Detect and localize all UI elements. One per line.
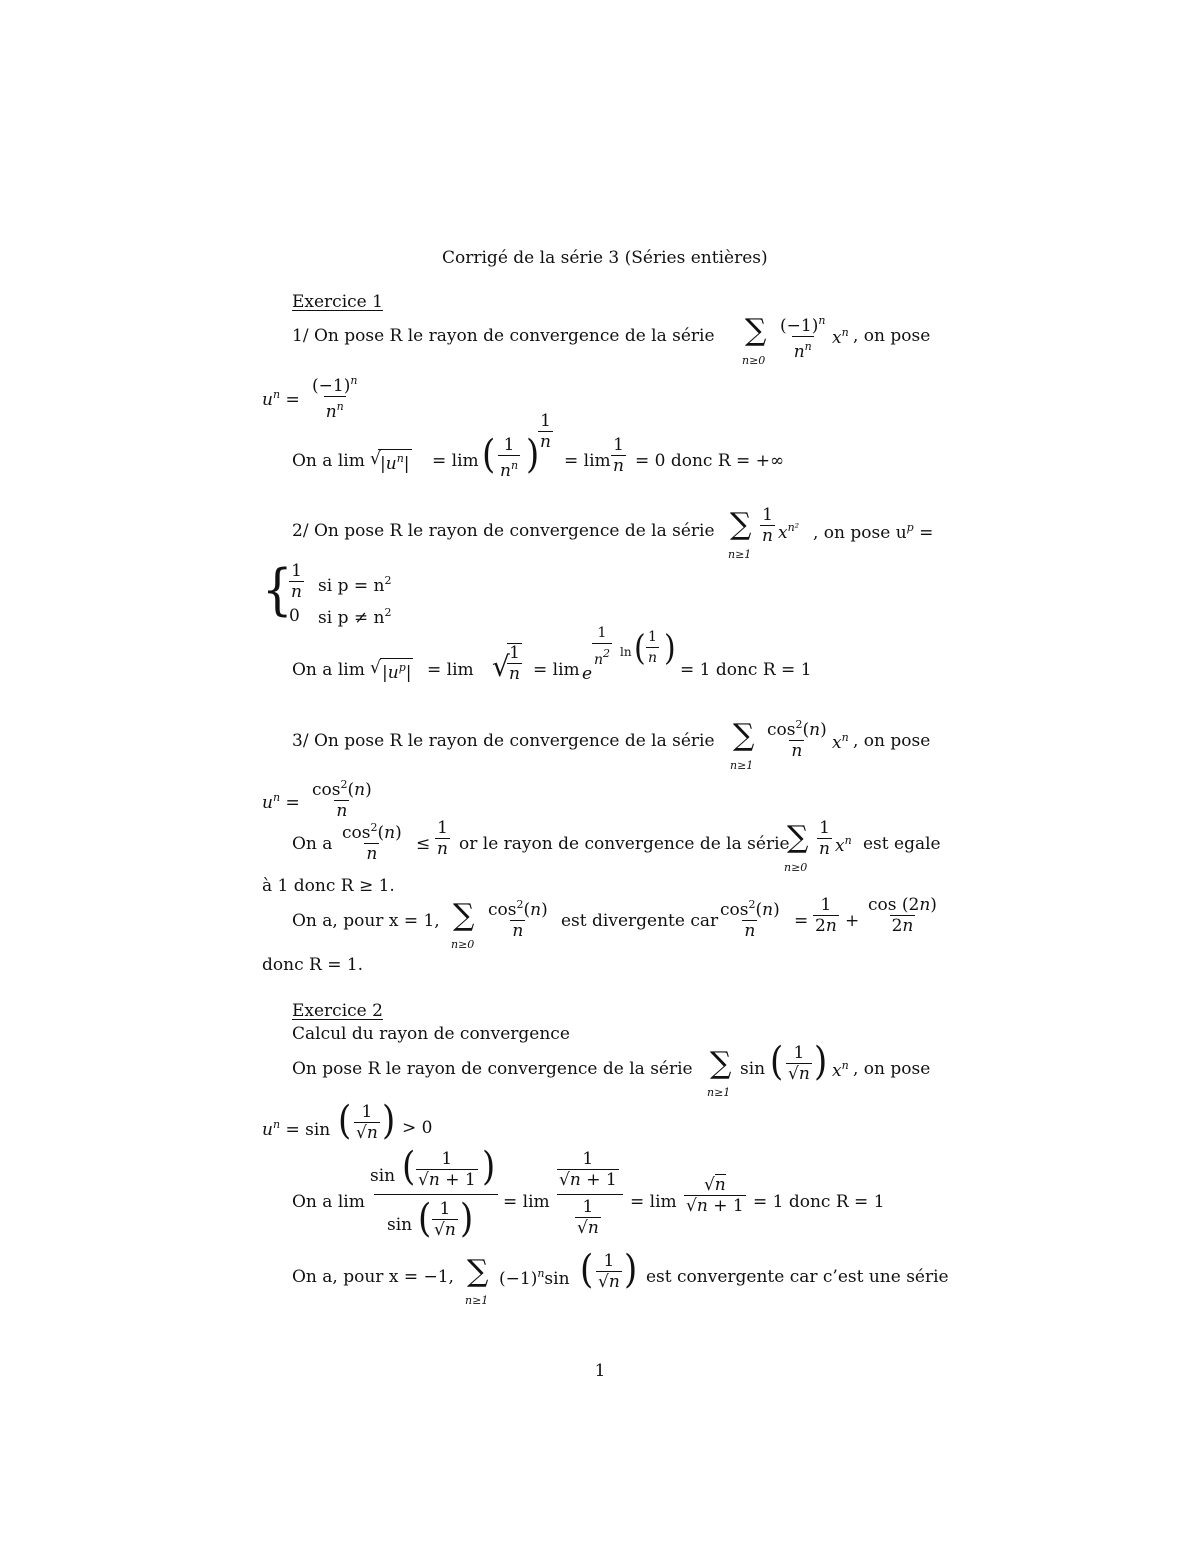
case-1-text: si p = n xyxy=(318,576,385,596)
q1-limit-text: On a lim xyxy=(292,451,365,471)
paren-right: ) xyxy=(460,1196,474,1242)
fraction: $\frac{1}{n^n}$ xyxy=(500,435,519,481)
x-power: $x^n$ xyxy=(835,834,852,856)
sin: sin xyxy=(387,1215,413,1235)
page-title: Corrigé de la série 3 (Séries entières) xyxy=(442,248,768,268)
paren-right: ) xyxy=(382,1098,396,1144)
q2-intro: 2/ On pose R le rayon de convergence de la série xyxy=(292,521,715,541)
equals: = xyxy=(794,911,809,931)
case-2-text: si p ≠ n xyxy=(318,608,385,628)
q2-limit-result: = 1 donc R = 1 xyxy=(680,660,812,680)
sum-index: n≥0 xyxy=(784,861,808,874)
q3-div-text: On a, pour x = 1, xyxy=(292,911,440,931)
q3-bound-mid: or le rayon de convergence de la série xyxy=(459,834,790,854)
fraction: $\frac{1}{√n + 1}$ xyxy=(418,1149,476,1190)
paren-left: ( xyxy=(338,1098,352,1144)
q3-intro: 3/ On pose R le rayon de convergence de la série xyxy=(292,731,715,751)
paren-left: ( xyxy=(482,432,496,478)
sum-index: n≥1 xyxy=(465,1294,489,1307)
q1-limit-result: = 0 donc R = +∞ xyxy=(635,451,785,471)
x-power: $x^n$ xyxy=(832,1059,849,1081)
fraction: $\frac{1}{n}$ xyxy=(291,561,302,602)
q3-bound-text: On a xyxy=(292,834,333,854)
q3-bound-cont: à 1 donc R ≥ 1. xyxy=(262,876,395,896)
sum-symbol: ∑ xyxy=(453,898,475,933)
leq: ≤ xyxy=(416,834,431,854)
fraction: $\frac{\cos^2(n)}{n}$ xyxy=(312,778,372,821)
page-number: 1 xyxy=(594,1361,606,1381)
sin: sin xyxy=(740,1059,766,1079)
q2-tail-text: , on pose u xyxy=(813,523,907,543)
sum-index: n≥0 xyxy=(451,938,475,951)
ex2-conv-text: On a, pour x = −1, xyxy=(292,1267,454,1287)
fraction: $\frac{1}{n}$ xyxy=(762,505,773,546)
exercise-1-heading: Exercice 1 xyxy=(292,292,383,312)
root-sign: √ xyxy=(370,658,381,678)
un-lhs: $u^n$ = xyxy=(262,791,300,813)
paren-right: ) xyxy=(814,1039,828,1085)
fraction: $\frac{1}{√n}$ xyxy=(788,1043,810,1084)
equals: = lim xyxy=(564,451,611,471)
fraction: $\frac{1}{√n + 1}$ xyxy=(559,1149,617,1190)
x-power: $x^n$ xyxy=(832,731,849,753)
q3-bound-end: est egale xyxy=(863,834,941,854)
fraction: $\frac{\cos^2(n)}{n}$ xyxy=(720,898,780,941)
root-sign: √ xyxy=(492,650,510,683)
paren-left: ( xyxy=(580,1247,594,1293)
paren-left: ( xyxy=(402,1144,416,1190)
fraction: $\frac{\cos (2n)}{2n}$ xyxy=(868,895,937,936)
fraction-bar xyxy=(374,1194,498,1195)
fraction: $\frac{√n}{√n + 1}$ xyxy=(686,1175,744,1216)
fraction: $\frac{1}{√n}$ xyxy=(434,1199,456,1240)
fraction: $\frac{(-1)^n}{n^n}$ xyxy=(780,314,826,362)
brace-left: { xyxy=(262,557,293,623)
fraction: $\frac{\cos^2(n)}{n}$ xyxy=(767,718,827,761)
nth-root: $|u^n|$ xyxy=(378,449,412,473)
equals: = lim xyxy=(533,660,580,680)
fraction: $\frac{1}{√n}$ xyxy=(356,1102,378,1143)
un-lhs: $u^n$ = xyxy=(262,388,300,410)
q2-limit-text: On a lim xyxy=(292,660,365,680)
paren-left: ( xyxy=(634,628,646,669)
ex2-intro: On pose R le rayon de convergence de la série xyxy=(292,1059,693,1079)
fraction: $\frac{1}{n}$ xyxy=(648,629,658,666)
case-1: si $p = n^2$ xyxy=(318,574,392,596)
fraction: $\frac{(-1)^n}{n^n}$ xyxy=(312,374,358,422)
sum-index: n≥1 xyxy=(707,1086,731,1099)
exponent-fraction: $\frac{1}{n}$ xyxy=(540,411,551,452)
fraction: $\frac{1}{n}$ xyxy=(509,643,520,684)
fraction: $\frac{1}{n}$ xyxy=(437,818,448,859)
q1-tail: , on pose xyxy=(853,326,931,346)
x-power: $x^n$ xyxy=(832,326,849,348)
alt-sign: $(-1)^n\sin$ xyxy=(499,1267,570,1289)
case-2-value: 0 xyxy=(289,606,300,626)
fraction: $\frac{1}{√n}$ xyxy=(598,1251,620,1292)
q2-tail: , on pose $u^p$ = xyxy=(813,521,934,543)
exercise-2-subheading: Calcul du rayon de convergence xyxy=(292,1024,570,1044)
ex2-limit-result: = 1 donc R = 1 xyxy=(753,1192,885,1212)
ex2-conv-end: est convergente car c’est une série xyxy=(646,1267,949,1287)
sum-symbol: ∑ xyxy=(733,718,755,753)
ex2-limit-text: On a lim xyxy=(292,1192,365,1212)
case-2: si $p \ne n^2$ xyxy=(318,606,392,628)
un-lhs: $u^n = \sin$ xyxy=(262,1118,331,1140)
exercise-2-heading: Exercice 2 xyxy=(292,1001,383,1021)
fraction: $\frac{\cos^2(n)}{n}$ xyxy=(342,821,402,864)
sum-symbol: ∑ xyxy=(745,313,767,348)
sum-index: n≥1 xyxy=(730,759,754,772)
fraction-bar xyxy=(557,1194,623,1195)
equals: = lim xyxy=(630,1192,677,1212)
plus: + xyxy=(845,911,860,931)
sum-index: n≥0 xyxy=(742,354,766,367)
exponent-fraction: $\frac{1}{n^2}$ xyxy=(594,625,611,668)
fraction: $\frac{1}{n}$ xyxy=(819,818,830,859)
q2-tail-end: = xyxy=(919,523,934,543)
q1-intro: 1/ On pose R le rayon de convergence de la série xyxy=(292,326,715,346)
paren-left: ( xyxy=(770,1039,784,1085)
paren-right: ) xyxy=(482,1144,496,1190)
ln-symbol: ln xyxy=(620,645,632,659)
sum-symbol: ∑ xyxy=(710,1046,732,1081)
q3-div-end: donc R = 1. xyxy=(262,955,364,975)
sin: sin xyxy=(370,1166,396,1186)
equals: = lim xyxy=(503,1192,550,1212)
ex2-tail: , on pose xyxy=(853,1059,931,1079)
fraction: $\frac{1}{√n}$ xyxy=(577,1197,599,1238)
ex2-def-end: > 0 xyxy=(402,1118,433,1138)
e-symbol: e xyxy=(582,664,593,684)
paren-right: ) xyxy=(624,1247,638,1293)
root-sign: √ xyxy=(370,449,381,469)
fraction: $\frac{1}{n}$ xyxy=(613,435,624,476)
q3-div-mid: est divergente car xyxy=(561,911,719,931)
q3-tail: , on pose xyxy=(853,731,931,751)
equals: = lim xyxy=(432,451,479,471)
paren-left: ( xyxy=(418,1196,432,1242)
paren-right: ) xyxy=(526,432,540,478)
fraction: $\frac{1}{2n}$ xyxy=(815,895,837,936)
un-symbol: u xyxy=(262,390,273,410)
x-power: $x^{n^2}$ xyxy=(778,521,800,543)
sum-symbol: ∑ xyxy=(467,1254,489,1289)
pth-root: $|u^p|$ xyxy=(380,658,413,682)
sum-symbol: ∑ xyxy=(730,507,752,542)
equals: = lim xyxy=(427,660,474,680)
sum-symbol: ∑ xyxy=(787,820,809,855)
fraction: $\frac{\cos^2(n)}{n}$ xyxy=(488,898,548,941)
paren-right: ) xyxy=(664,628,676,669)
sum-index: n≥1 xyxy=(728,548,752,561)
